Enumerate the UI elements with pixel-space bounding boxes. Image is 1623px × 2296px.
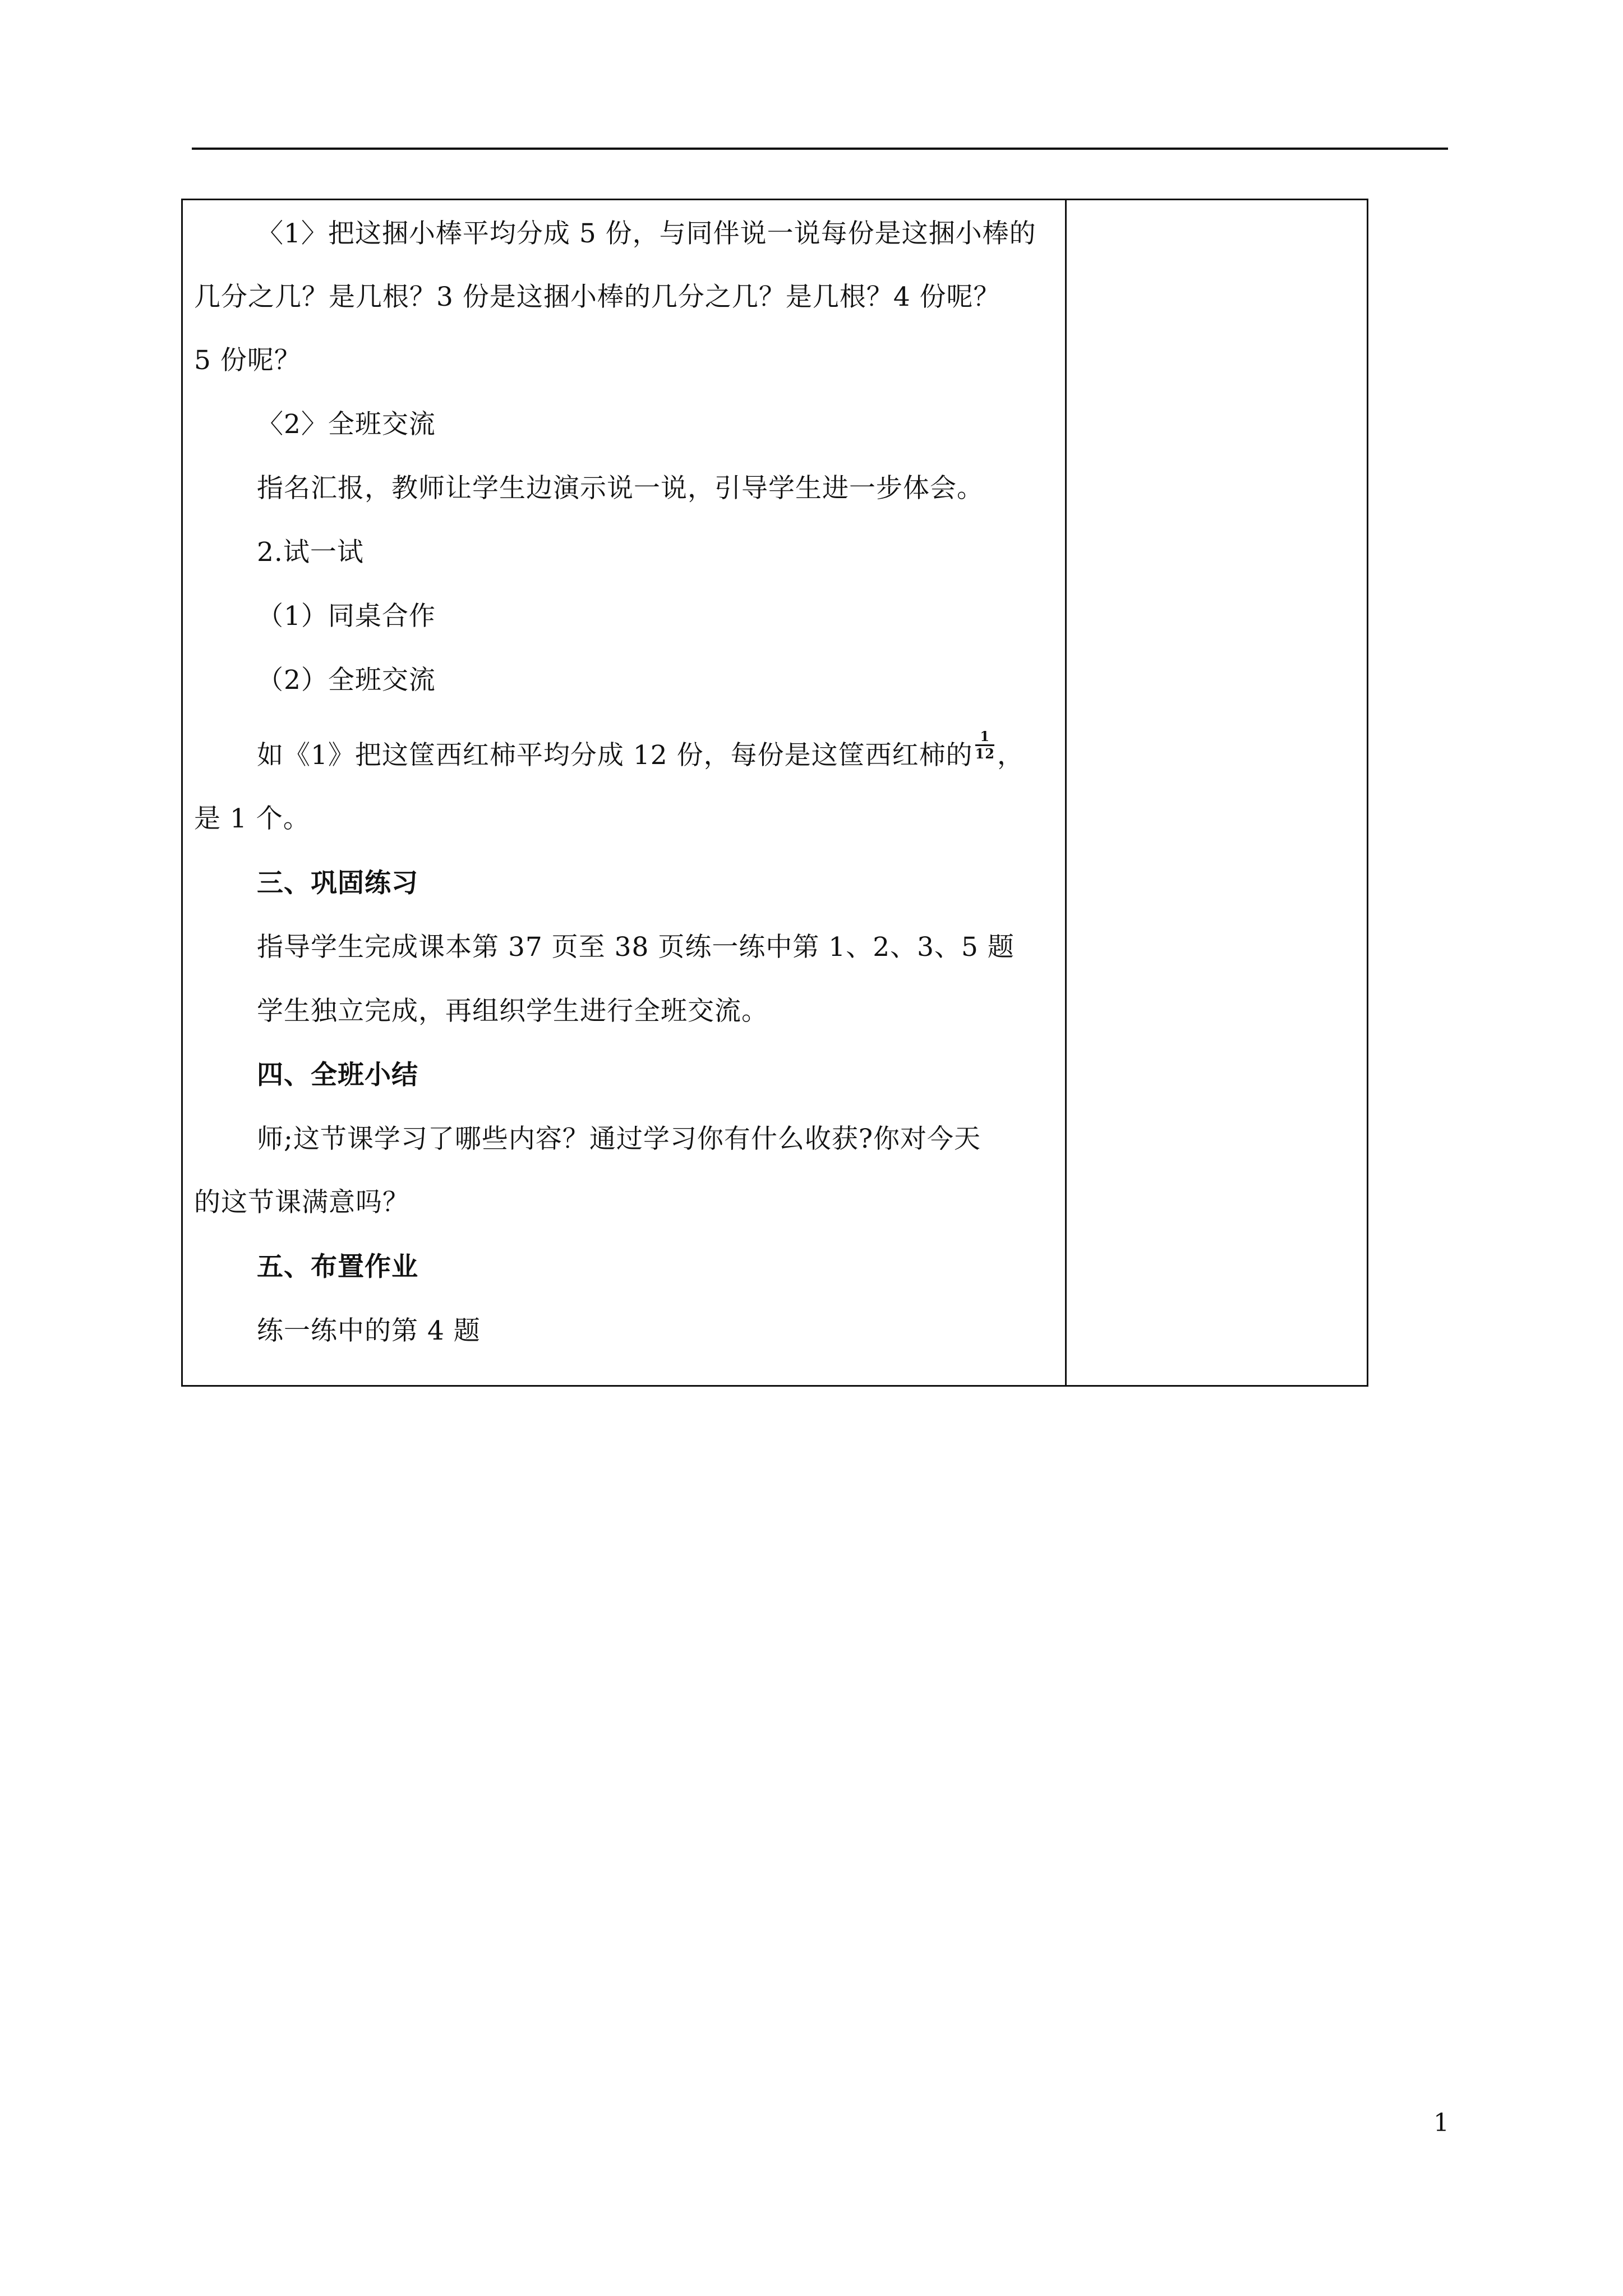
- header-rule: [192, 148, 1448, 150]
- fraction-numerator: 1: [980, 728, 990, 744]
- lesson-plan-table: [181, 199, 1368, 1387]
- section-4-heading: 四、全班小结: [257, 1060, 418, 1091]
- section-3-line-2: 学生独立完成，再组织学生进行全班交流。: [257, 996, 768, 1027]
- section-5-heading: 五、布置作业: [257, 1251, 418, 1282]
- activity-1-line-2: 几分之几？是几根？3 份是这捆小棒的几分之几？是几根？4 份呢？: [194, 282, 1000, 312]
- section-3-line-1: 指导学生完成课本第 37 页至 38 页练一练中第 1、2、3、5 题: [257, 932, 1015, 963]
- notes-cell: [1066, 200, 1368, 1386]
- activity-1-line-3: 5 份呢？: [194, 345, 301, 376]
- activity-1-line-1: 〈1〉把这捆小棒平均分成 5 份，与同伴说一说每份是这捆小棒的: [257, 218, 1036, 249]
- fraction-one-twelfth: [975, 730, 995, 761]
- try-it-item-1: （1）同桌合作: [257, 601, 436, 632]
- example-continuation: 是 1 个。: [194, 803, 310, 834]
- fraction-denominator: 12: [975, 745, 995, 762]
- try-it-item-2: （2）全班交流: [257, 665, 436, 696]
- section-5-line-1: 练一练中的第 4 题: [257, 1315, 481, 1346]
- lesson-content-cell: [182, 200, 1066, 1386]
- example-text: 如《1》把这筐西红柿平均分成 12 份，每份是这筐西红柿的: [257, 740, 973, 771]
- example-line: [257, 728, 1024, 773]
- activity-2-text: 指名汇报，教师让学生边演示说一说，引导学生进一步体会。: [257, 473, 984, 504]
- page-number: 1: [1433, 2109, 1449, 2137]
- example-comma: ，: [997, 740, 1024, 771]
- activity-2-heading: 〈2〉全班交流: [257, 409, 436, 440]
- section-3-heading: 三、巩固练习: [257, 868, 418, 899]
- section-4-line-2: 的这节课满意吗？: [194, 1187, 409, 1218]
- section-4-line-1: 师;这节课学习了哪些内容？通过学习你有什么收获?你对今天: [257, 1124, 981, 1154]
- try-it-heading: 2.试一试: [257, 537, 364, 568]
